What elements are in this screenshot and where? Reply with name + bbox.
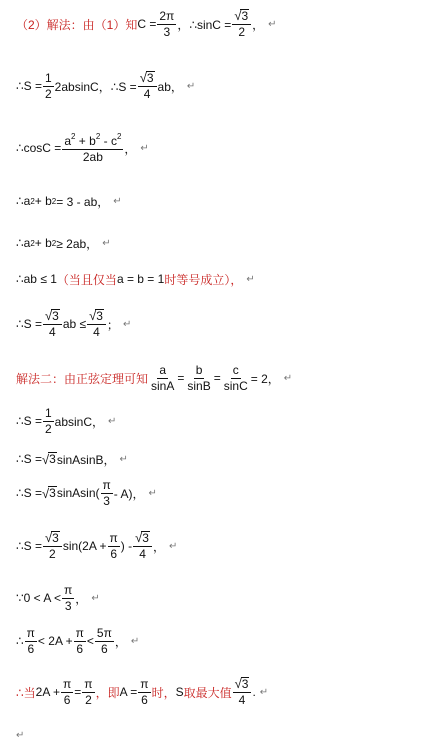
fraction-sqrt3-over-4 (138, 71, 157, 101)
condition-text: （当且仅当 (56, 272, 117, 287)
denominator: 2ab (82, 149, 103, 164)
sqrt: √ 3 (89, 308, 103, 324)
denominator: 6 (63, 692, 71, 707)
numerator (133, 531, 152, 547)
solution-line-11 (16, 473, 157, 513)
solution-line-4 (16, 192, 122, 210)
radicand: 3 (142, 531, 149, 546)
numerator: π (84, 676, 93, 691)
text: 2absinC，∴S = (54, 79, 137, 94)
paragraph-mark: ↵ (148, 487, 157, 499)
denominator: 4 (139, 547, 146, 562)
trailing-line (16, 728, 24, 742)
denominator: 2 (85, 692, 92, 707)
fraction-a-over-sina (149, 364, 176, 392)
text: ， (152, 539, 165, 554)
text: ab ≤ (62, 317, 87, 331)
fraction-pi-over-6 (74, 627, 86, 655)
text: + b (75, 133, 96, 148)
numerator: 5π (96, 625, 112, 640)
text: ≥ 2ab， (56, 236, 99, 251)
numerator (43, 531, 62, 547)
fraction-pi-over-6 (138, 678, 150, 706)
numerator: a (159, 362, 167, 377)
paragraph-mark: ↵ (122, 318, 132, 330)
paragraph-mark: ↵ (130, 635, 140, 647)
exponent: 2 (51, 196, 57, 206)
solution-line-14 (16, 622, 139, 660)
denominator: 3 (64, 598, 72, 613)
fraction-sqrt3-over-4 (87, 309, 106, 339)
text: 2A + (35, 685, 60, 699)
radicand: 3 (52, 309, 59, 324)
text: ， (252, 17, 265, 32)
text: sin(2A + (62, 539, 107, 553)
text: < 2A + (37, 634, 73, 648)
numerator: 1 (44, 405, 52, 420)
text: ab， (157, 79, 183, 94)
paragraph-mark: ↵ (246, 273, 255, 285)
numerator (87, 309, 106, 325)
solution-line-6 (16, 270, 255, 288)
denominator: 6 (141, 692, 148, 707)
conclusion-text: 取最大值 (183, 685, 232, 700)
conclusion-text: ∴当 (16, 685, 36, 700)
fraction-cosine-law (62, 133, 123, 163)
denominator: 2 (44, 421, 52, 436)
fraction-pi-over-6 (61, 678, 73, 706)
sqrt: √ 3 (135, 530, 149, 546)
solution-line-12 (16, 524, 177, 568)
denominator: sinC (223, 378, 248, 393)
numerator: π (64, 582, 73, 597)
paragraph-mark: ↵ (186, 80, 196, 92)
text: ∴ab ≤ 1 (16, 272, 57, 286)
method-one-heading: （2）解法：由（1）知 (16, 17, 138, 32)
fraction-2pi-over-3 (157, 10, 176, 38)
fraction-pi-over-6 (108, 532, 120, 560)
denominator: 2 (238, 25, 246, 40)
numerator: 2π (159, 8, 175, 23)
denominator: sinA (151, 378, 175, 393)
numerator (233, 677, 252, 693)
radicand: 3 (49, 485, 56, 500)
text: a (64, 133, 72, 148)
numerator: c (232, 362, 239, 377)
radicand: 3 (146, 71, 154, 86)
denominator: 4 (143, 87, 151, 102)
denominator: 6 (76, 641, 84, 656)
numerator: π (26, 625, 35, 640)
solution-line-13 (16, 580, 100, 616)
text: - A)， (113, 486, 145, 501)
denominator: 2 (44, 86, 52, 101)
fraction-sqrt3-over-4 (133, 531, 152, 561)
numerator: π (109, 530, 118, 545)
numerator (232, 9, 251, 25)
numerator: 1 (44, 70, 52, 85)
text: ∴a (16, 194, 31, 208)
exponent: 2 (116, 131, 122, 141)
fraction-sqrt3-over-2 (43, 531, 62, 561)
radicand: 3 (241, 9, 249, 24)
conclusion-text: 时， (151, 685, 176, 700)
solution-line-1 (16, 4, 277, 44)
paragraph-mark: ↵ (113, 195, 122, 207)
text: ∵0 < A < (16, 591, 62, 605)
fraction-b-over-sinb (185, 364, 212, 392)
text: ∴S = (16, 539, 42, 553)
paragraph-mark: ↵ (102, 237, 111, 249)
text: C = (137, 17, 157, 31)
numerator: π (102, 477, 111, 492)
exponent: 2 (30, 238, 35, 248)
text: = 3 - ab， (56, 194, 110, 209)
numerator: π (140, 676, 149, 691)
text: sinAsinB， (56, 452, 116, 467)
fraction-sqrt3-over-4 (233, 677, 252, 707)
numerator (62, 133, 123, 150)
radicand: 3 (241, 677, 249, 692)
radicand: 3 (96, 309, 103, 324)
paragraph-mark: ↵ (140, 142, 149, 154)
radicand: 3 (52, 531, 59, 546)
condition-text: 时等号成立）， (164, 272, 243, 287)
denominator: sinB (187, 378, 211, 393)
numerator: b (195, 362, 203, 377)
text: A = (119, 685, 138, 699)
fraction-1-over-2 (43, 407, 54, 435)
text: - c (100, 133, 117, 148)
text: ∴S = (16, 414, 42, 428)
text: ，∴sinC = (177, 17, 232, 32)
fraction-c-over-sinc (222, 364, 250, 392)
denominator: 6 (27, 641, 35, 656)
sqrt: √ 3 (139, 70, 154, 86)
exponent: 2 (51, 238, 57, 248)
text: < (86, 634, 94, 648)
equals-sign: = (213, 371, 221, 385)
fraction-pi-over-3 (101, 479, 113, 507)
text: S (175, 685, 184, 699)
paragraph-mark: ↵ (268, 18, 277, 30)
equals-sign: = (177, 371, 185, 385)
sqrt: √ 3 (41, 485, 56, 501)
numerator (43, 309, 62, 325)
exponent: 2 (71, 131, 76, 141)
sqrt: √ 3 (234, 676, 249, 692)
text: sinAsin( (56, 486, 100, 500)
sqrt: √ 3 (44, 308, 59, 324)
text: ， (124, 141, 137, 156)
paragraph-mark: ↵ (91, 592, 100, 604)
sqrt: √ 3 (44, 530, 59, 546)
text: a = b = 1 (116, 272, 165, 286)
text: ∴S = (16, 486, 42, 500)
exponent: 2 (30, 196, 35, 206)
fraction-pi-over-3 (62, 584, 74, 612)
text: . (252, 685, 256, 699)
text: ， (114, 634, 127, 649)
numerator: π (75, 625, 84, 640)
exponent: 2 (95, 131, 101, 141)
fraction-5pi-over-6 (95, 627, 114, 655)
solution-line-9 (16, 402, 116, 440)
text: ； (106, 317, 119, 332)
fraction-pi-over-6 (25, 627, 37, 655)
text: + b (34, 236, 52, 250)
sqrt: √ 3 (234, 8, 249, 24)
paragraph-mark: ↵ (108, 415, 117, 427)
text: ∴cosC = (16, 141, 62, 155)
solution-line-3 (16, 127, 149, 169)
text: ∴ (16, 634, 24, 648)
denominator: 2 (49, 547, 56, 562)
solution-line-5 (16, 234, 111, 252)
paragraph-mark: ↵ (119, 453, 128, 465)
conclusion-text: ，即 (95, 685, 120, 700)
fraction-1-over-2 (43, 72, 54, 100)
text: = (74, 685, 82, 699)
fraction-sqrt3-over-2 (232, 9, 251, 39)
denominator: 4 (238, 693, 246, 708)
denominator: 6 (110, 546, 117, 561)
text: ∴S = (16, 79, 42, 93)
paragraph-mark: ↵ (16, 729, 25, 741)
paragraph-mark: ↵ (259, 686, 269, 698)
denominator: 3 (103, 493, 110, 508)
solution-line-8 (16, 358, 292, 398)
solution-line-7 (16, 303, 131, 345)
fraction-pi-over-2 (82, 678, 94, 706)
solution-line-10 (16, 449, 128, 469)
text: absinC， (54, 414, 105, 429)
text: ∴S = (16, 452, 42, 466)
solution-line-2 (16, 66, 195, 106)
method-two-heading: 解法二：由正弦定理可知 (16, 371, 149, 386)
text: + b (34, 194, 52, 208)
text: ∴a (16, 236, 31, 250)
denominator: 3 (163, 24, 171, 39)
denominator: 4 (93, 325, 100, 340)
denominator: 6 (101, 641, 108, 656)
denominator: 4 (49, 325, 56, 340)
numerator (138, 71, 157, 87)
solution-line-15 (16, 670, 268, 714)
text: ) - (120, 539, 133, 553)
fraction-sqrt3-over-4 (43, 309, 62, 339)
text: = 2， (250, 371, 280, 386)
radicand: 3 (49, 451, 56, 466)
paragraph-mark: ↵ (168, 540, 178, 552)
paragraph-mark: ↵ (283, 372, 293, 384)
text: ， (75, 591, 88, 606)
sqrt: √ 3 (41, 451, 56, 467)
numerator: π (63, 676, 72, 691)
text: ∴S = (16, 317, 42, 331)
